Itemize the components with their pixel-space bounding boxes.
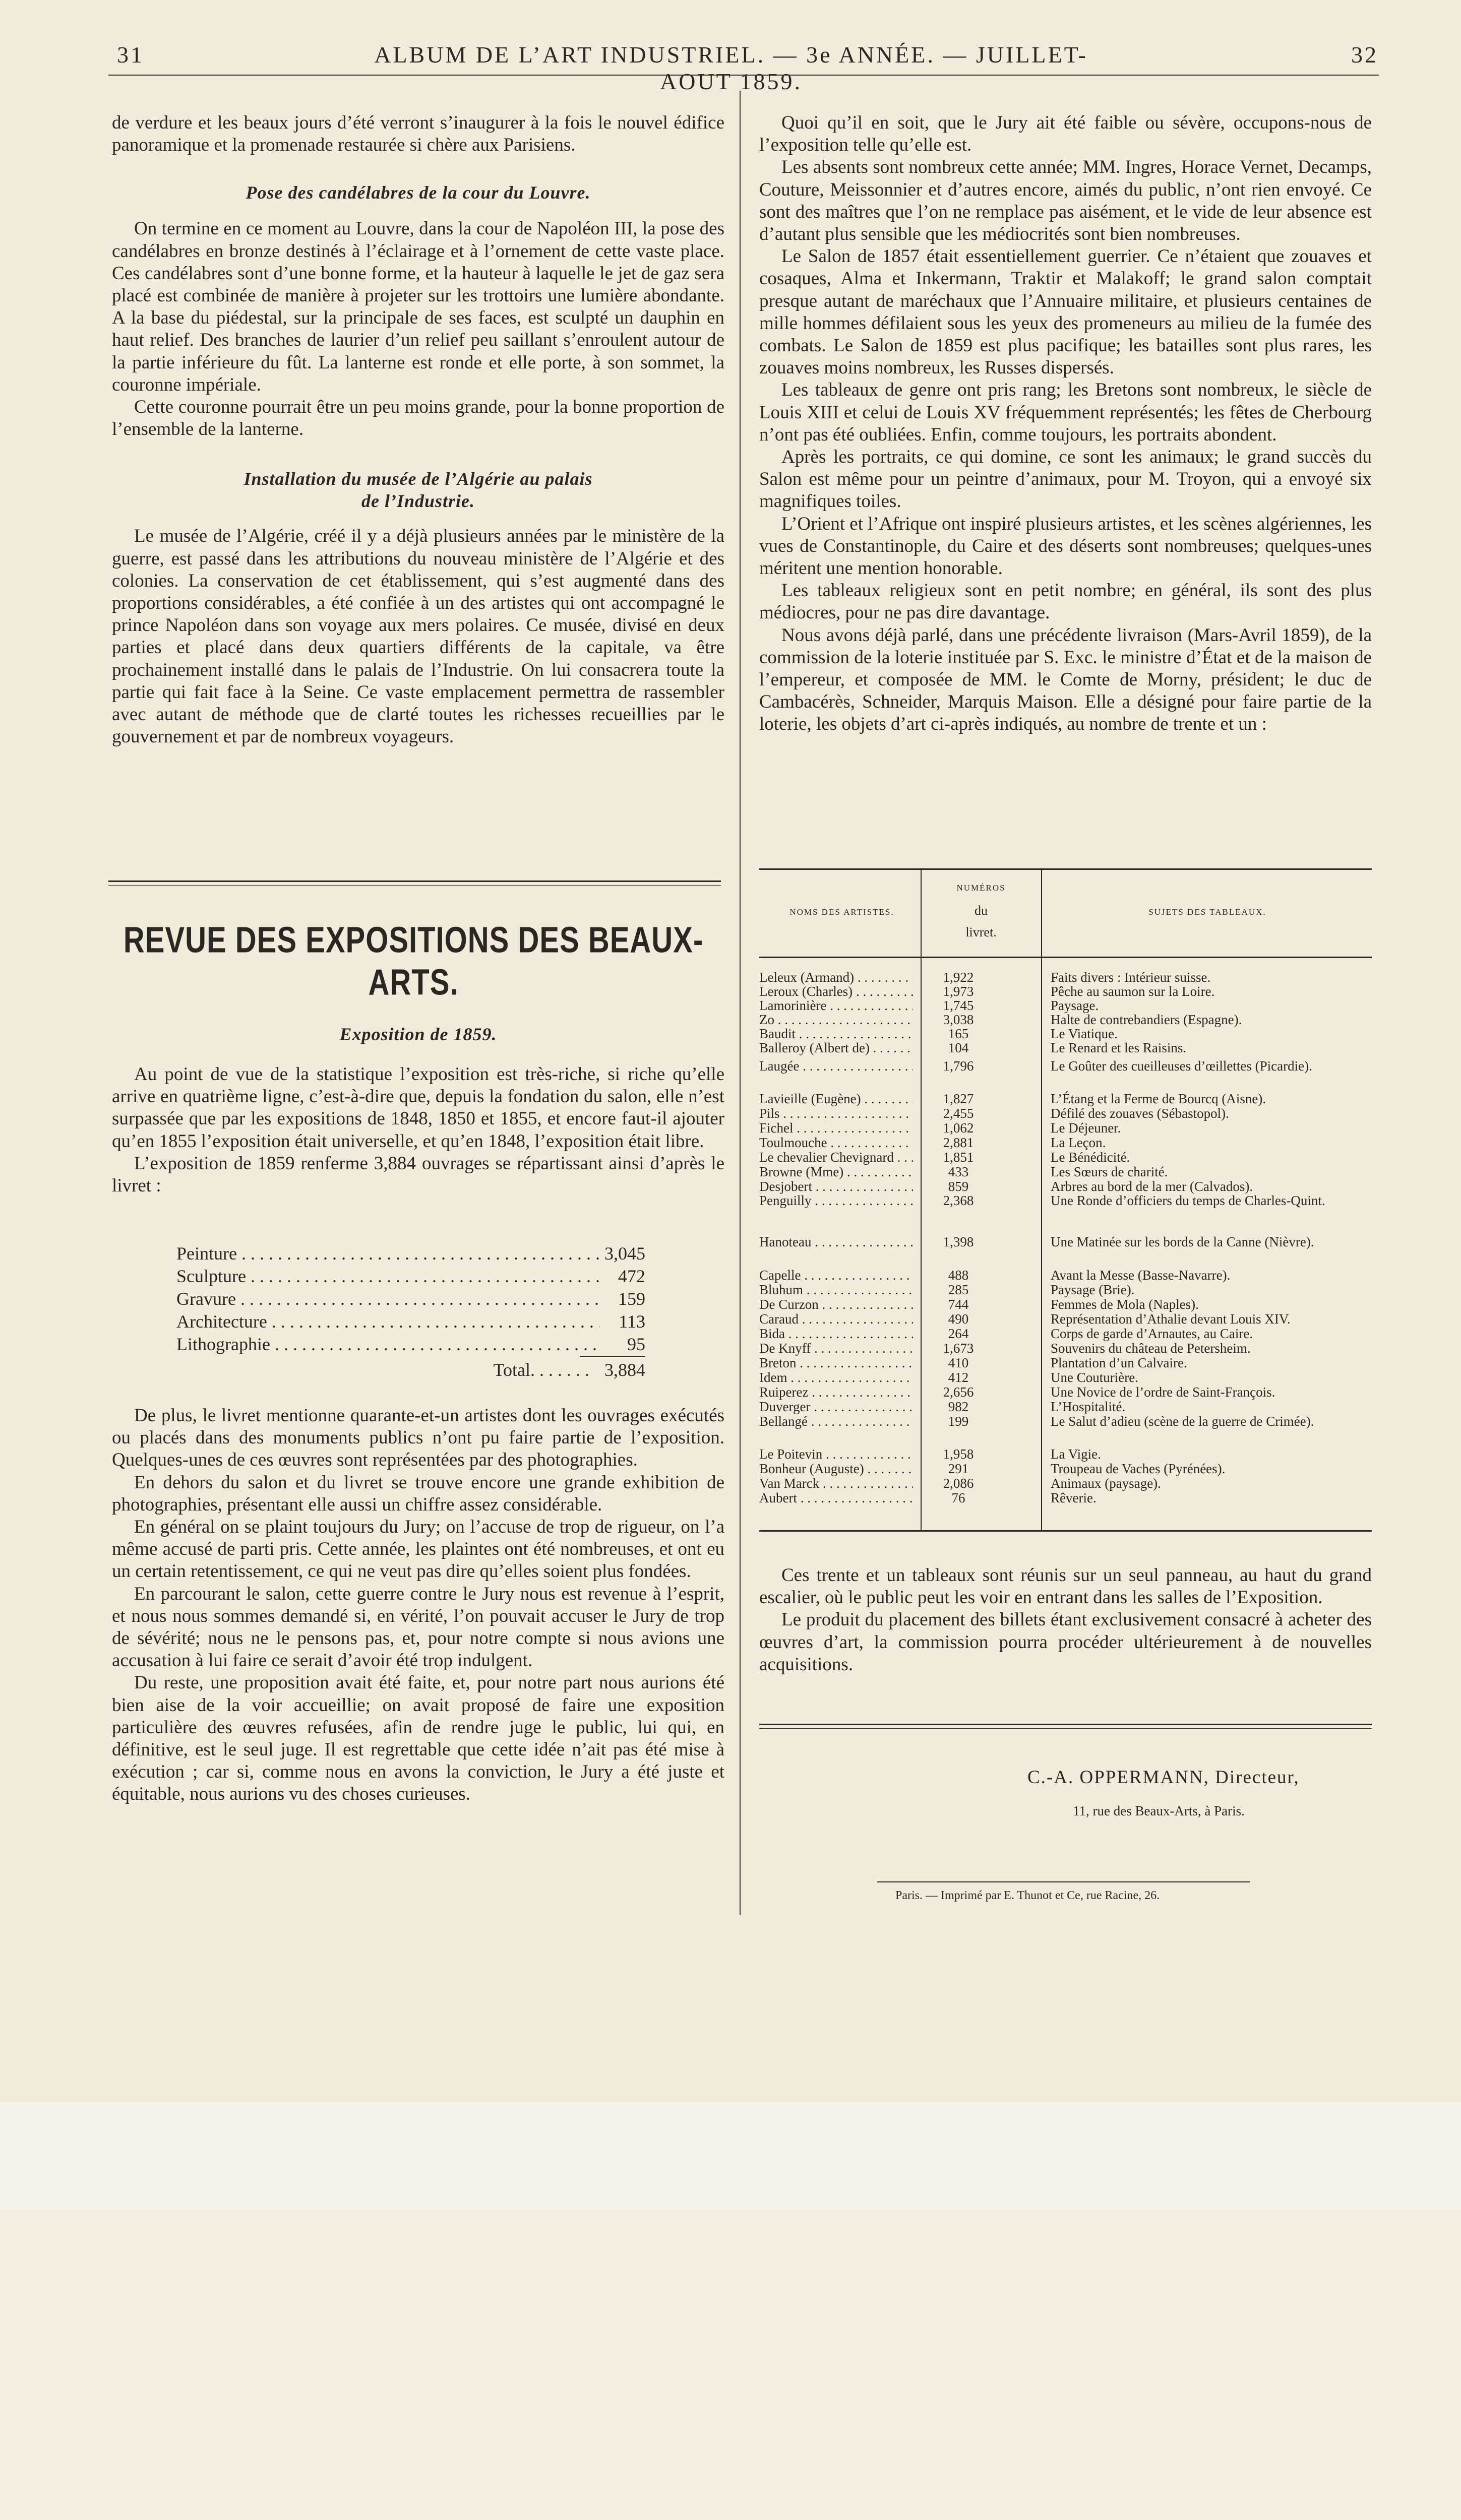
paragraph: On termine en ce moment au Louvre, dans la cour de Napoléon III, la pose des candélabres en bronze destinés à l’éclairage et à l’ornement de cette vaste place. Ces candélabres sont d’une bonne forme, et la hauteur à laquelle le jet de gaz sera placé est combinée de manière à projeter sur les trottoirs une lumière abondante. A la base du piédestal, sur la principale de ses faces, est sculpté un dauphin en haut relief. Des branches de laurier d’un relief peu saillant s’enroulent autour de la partie inférieure du fût. La lanterne est ronde et elle porte, à son sommet, la couronne impériale. (112, 218, 724, 395)
painting-subject: Le Bénédicité. (1051, 1150, 1130, 1165)
paragraph: Cette couronne pourrait être un peu moins grande, pour la bonne proportion de l’ensemble de la lanterne. (112, 397, 724, 440)
catalogue-number: 2,656 (943, 1384, 974, 1400)
painting-subject: Une Matinée sur les bords de la Canne (Nièvre). (1051, 1234, 1314, 1249)
address: 11, rue des Beaux-Arts, à Paris. (1073, 1803, 1245, 1818)
catalogue-number: 2,881 (943, 1135, 974, 1150)
section-title-algerie: Installation du musée de l’Algérie au palais (244, 469, 593, 489)
artist-name: Caraud . . . (759, 1312, 913, 1327)
stat-row: Gravure . . . 159 (176, 1288, 645, 1310)
paragraph: Après les portraits, ce qui domine, ce sont les animaux; le grand succès du Salon est même pour un peintre d’animaux, pour M. Troyon, qui a envoyé six magnifiques toiles. (759, 447, 1372, 512)
catalogue-number: 1,398 (943, 1234, 974, 1249)
paragraph: L’exposition de 1859 renferme 3,884 ouvrages se répartissant ainsi d’après le livret : (112, 1153, 724, 1196)
imprint-rule (877, 1881, 1250, 1882)
left-column-expo-intro (112, 1023, 724, 1197)
painting-subject: L’Étang et la Ferme de Bourcq (Aisne). (1051, 1091, 1266, 1106)
painting-subject: Rêverie. (1051, 1490, 1097, 1505)
artist-name: Idem . . . (759, 1370, 913, 1385)
table-bottom-rule (759, 1530, 1372, 1532)
catalogue-number: 291 (948, 1461, 969, 1476)
table-header-numeros: NUMÉROS (956, 883, 1006, 893)
painting-subject: Le Déjeuner. (1051, 1120, 1121, 1136)
stat-row: Architecture . . . 113 (176, 1310, 645, 1333)
painting-subject: Souvenirs du château de Petersheim. (1051, 1341, 1251, 1356)
artist-name: Bida . . . (759, 1327, 913, 1341)
catalogue-number: 1,973 (943, 984, 974, 999)
exposition-title: Exposition de 1859. (339, 1024, 497, 1044)
catalogue-number: 3,038 (943, 1012, 974, 1027)
artist-name: Hanoteau . . . (759, 1235, 913, 1249)
artist-name: Leroux (Charles) . . . (759, 984, 913, 999)
painting-subject: Paysage. (1051, 998, 1099, 1013)
right-column-upper (759, 112, 1372, 736)
catalogue-number: 285 (948, 1282, 969, 1297)
table-header-du: du (975, 903, 988, 918)
catalogue-number: 1,922 (943, 970, 974, 985)
painting-subject: Avant la Messe (Basse-Navarre). (1051, 1268, 1231, 1283)
table-header-rule (759, 957, 1372, 958)
section-title-candelabres: Pose des candélabres de la cour du Louvre. (246, 182, 591, 203)
painting-subject: Les Sœurs de charité. (1051, 1164, 1168, 1179)
catalogue-number: 982 (948, 1399, 969, 1414)
revue-title: REVUE DES EXPOSITIONS DES BEAUX-ARTS. (123, 919, 704, 1003)
artist-name: Penguilly . . . (759, 1193, 913, 1208)
painting-subject: La Vigie. (1051, 1446, 1101, 1462)
signature: C.-A. OPPERMANN, Directeur, (1027, 1767, 1300, 1788)
left-column-lower (112, 1405, 724, 1806)
running-title: ALBUM DE L’ART INDUSTRIEL. — 3e ANNÉE. — JUILLET-AOUT 1859. (374, 42, 1088, 94)
catalogue-number: 410 (948, 1355, 969, 1370)
painting-subject: Une Ronde d’officiers du temps de Charles-Quint. (1051, 1193, 1325, 1208)
paragraph: Le produit du placement des billets étant exclusivement consacré à acheter des œuvres d’art, la commission pourra procéder ultérieurement à de nouvelles acquisitions. (759, 1609, 1372, 1675)
artist-name: Fichel . . . (759, 1121, 913, 1136)
paragraph: Le Salon de 1857 était essentiellement guerrier. Ce n’étaient que zouaves et cosaques, Alma et Inkermann, Traktir et Malakoff; le grand salon comptait presque autant de maréchaux que l’Annuaire militaire, et plusieurs centaines de mille hommes défilaient sous les yeux des promeneurs au milieu de la fumée des combats. Le Salon de 1859 est plus pacifique; les batailles sont plus rares, les zouaves moins nombreux, les Russes dispersés. (759, 246, 1372, 379)
artist-name: Aubert . . . (759, 1491, 913, 1505)
catalogue-number: 1,745 (943, 998, 974, 1013)
footer (0, 2102, 1461, 2210)
artist-name: Desjobert . . . (759, 1179, 913, 1194)
signature-rule (759, 1724, 1372, 1725)
header-rule (108, 75, 1379, 76)
artist-name: Breton . . . (759, 1356, 913, 1370)
artist-name: Browne (Mme) . . . (759, 1165, 913, 1179)
artist-name: Ruiperez . . . (759, 1385, 913, 1400)
painting-subject: Représentation d’Athalie devant Louis XIV. (1051, 1311, 1291, 1327)
column-divider (740, 91, 741, 1915)
painting-subject: Le Goûter des cueilleuses d’œillettes (Picardie). (1051, 1058, 1312, 1074)
catalogue-number: 490 (948, 1311, 969, 1327)
stat-row: Sculpture . . . 472 (176, 1265, 645, 1288)
right-column-lower (759, 1564, 1372, 1676)
paragraph: Au point de vue de la statistique l’exposition est très-riche, si riche qu’elle arrive en quatrième ligne, c’est-à-dire que, depuis la fondation du salon, elle n’est surpassée que par les expositions de 1848, 1850 et 1855, et encore faut-il ajouter qu’en 1855 l’exposition était universelle, et qu’en 1848, l’exposition était libre. (112, 1064, 724, 1152)
catalogue-number: 1,827 (943, 1091, 974, 1106)
artist-name: Le Poitevin . . . (759, 1447, 913, 1462)
statistics-list (176, 1242, 645, 1381)
table-column-line (1041, 868, 1042, 1530)
painting-subject: Halte de contrebandiers (Espagne). (1051, 1012, 1242, 1027)
catalogue-number: 199 (948, 1414, 969, 1429)
painting-subject: L’Hospitalité. (1051, 1399, 1126, 1414)
catalogue-number: 1,796 (943, 1058, 974, 1074)
painting-subject: Le Renard et les Raisins. (1051, 1040, 1187, 1055)
table-top-rule (759, 868, 1372, 870)
artist-name: Bonheur (Auguste) . . . (759, 1462, 913, 1476)
paragraph: Les tableaux de genre ont pris rang; les Bretons sont nombreux, le siècle de Louis XIII et celui de Louis XV fréquemment représentés; les fêtes de Cherbourg n’ont pas été oubliées. Enfin, comme toujours, les portraits abondent. (759, 380, 1372, 445)
paragraph: Quoi qu’il en soit, que le Jury ait été faible ou sévère, occupons-nous de l’exposition telle qu’elle est. (759, 112, 1372, 156)
imprint: Paris. — Imprimé par E. Thunot et Ce, rue Racine, 26. (895, 1889, 1160, 1902)
paragraph: L’Orient et l’Afrique ont inspiré plusieurs artistes, et les scènes algériennes, les vues de Constantinople, du Caire et des déserts sont nombreuses; quelques-unes méritent une mention honorable. (759, 513, 1372, 579)
artist-name: Duverger . . . (759, 1400, 913, 1414)
table-header-artists: NOMS DES ARTISTES. (789, 907, 894, 917)
artist-name: Baudit . . . (759, 1027, 913, 1041)
intro-paragraph: de verdure et les beaux jours d’été verront s’inaugurer à la fois le nouvel édifice panoramique et la promenade restaurée si chère aux Parisiens. (112, 112, 724, 156)
artist-name: Toulmouche . . . (759, 1136, 913, 1150)
catalogue-number: 76 (951, 1490, 965, 1505)
catalogue-number: 744 (948, 1297, 969, 1312)
painting-subject: Plantation d’un Calvaire. (1051, 1355, 1187, 1370)
painting-subject: Le Viatique. (1051, 1026, 1118, 1041)
artist-name: Capelle . . . (759, 1268, 913, 1283)
artist-name: Bluhum . . . (759, 1283, 913, 1297)
catalogue-number: 1,851 (943, 1150, 974, 1165)
catalogue-number: 1,673 (943, 1341, 974, 1356)
stat-total-row: Total. . . . . . . 3,884 (493, 1360, 645, 1380)
artist-name: Van Marck . . . (759, 1476, 913, 1491)
stat-row: Lithographie . . . 95 (176, 1333, 645, 1356)
artist-name: Balleroy (Albert de) . . . (759, 1041, 913, 1055)
catalogue-number: 488 (948, 1268, 969, 1283)
paragraph: En dehors du salon et du livret se trouve encore une grande exhibition de photographies, présentant elle aussi un chiffre assez considérable. (112, 1472, 724, 1515)
catalogue-number: 2,086 (943, 1476, 974, 1491)
artist-name: Leleux (Armand) . . . (759, 970, 913, 985)
painting-subject: Faits divers : Intérieur suisse. (1051, 970, 1211, 985)
catalogue-number: 104 (948, 1040, 969, 1055)
table-column-line (921, 868, 922, 1530)
painting-subject: Paysage (Brie). (1051, 1282, 1135, 1297)
section-rule (108, 880, 721, 882)
artist-name: Bellangé . . . (759, 1414, 913, 1429)
paragraph: En parcourant le salon, cette guerre contre le Jury nous est revenue à l’esprit, et nous nous sommes demandé si, en vérité, l’on pouvait accuser le Jury de trop de sévérité; nous ne le pensons pas, et, pour notre compte si nous avions une accusation à lui faire ce serait d’avoir été trop indulgent. (112, 1583, 724, 1671)
paragraph: De plus, le livret mentionne quarante-et-un artistes dont les ouvrages exécutés ou placés dans des monuments publics n’ont pu faire partie de l’exposition. Quelques-unes de ces œuvres sont représentées par des photographies. (112, 1405, 724, 1471)
catalogue-number: 2,368 (943, 1193, 974, 1208)
catalogue-number: 2,455 (943, 1106, 974, 1121)
artist-name: Zo . . . (759, 1013, 913, 1027)
painting-subject: Corps de garde d’Arnautes, au Caire. (1051, 1326, 1253, 1341)
stat-row: Peinture . . . 3,045 (176, 1242, 645, 1265)
artist-name: Laugée . . . (759, 1059, 913, 1074)
paragraph: Les tableaux religieux sont en petit nombre; en général, ils sont des plus médiocres, pour ne pas dire davantage. (759, 580, 1372, 623)
catalogue-number: 165 (948, 1026, 969, 1041)
painting-subject: Femmes de Mola (Naples). (1051, 1297, 1199, 1312)
artist-name: Lavieille (Eugène) . . . (759, 1092, 913, 1106)
painting-subject: Une Novice de l’ordre de Saint-François. (1051, 1384, 1275, 1400)
catalogue-number: 1,062 (943, 1120, 974, 1136)
artist-name: De Knyff . . . (759, 1341, 913, 1356)
painting-subject: Défilé des zouaves (Sébastopol). (1051, 1106, 1229, 1121)
paragraph: Nous avons déjà parlé, dans une précédente livraison (Mars-Avril 1859), de la commission de la loterie instituée par S. Exc. le ministre d’État et de la maison de l’empereur, et composée de MM. le Comte de Morny, président; le duc de Cambacérès, Schneider, Marquis Maison. Elle a désigné pour faire partie de la loterie, les objets d’art ci-après indiqués, au nombre de trente et un : (759, 624, 1372, 735)
painting-subject: La Leçon. (1051, 1135, 1106, 1150)
paragraph: Du reste, une proposition avait été faite, et, pour notre part nous aurions été bien aise de la voir accueillie; on avait proposé de faire une exposition particulière des œuvres refusées, afin de rendre juge le public, lui qui, en définitive, est le seul juge. Il est regrettable que cette idée n’ait pas été mise à exécution ; car si, comme nous en avons la conviction, le Jury a été juste et équitable, nous aurions vu des choses curieuses. (112, 1672, 724, 1805)
painting-subject: Pêche au saumon sur la Loire. (1051, 984, 1215, 999)
page-number-left: 31 (117, 42, 144, 68)
artist-name: Le chevalier Chevignard . . . (759, 1150, 913, 1165)
artist-name: De Curzon . . . (759, 1297, 913, 1312)
catalogue-number: 859 (948, 1179, 969, 1194)
catalogue-number: 264 (948, 1326, 969, 1341)
table-header-livret: livret. (965, 925, 997, 939)
catalogue-number: 1,958 (943, 1446, 974, 1462)
painting-subject: Le Salut d’adieu (scène de la guerre de Crimée). (1051, 1414, 1314, 1429)
paragraph: Ces trente et un tableaux sont réunis sur un seul panneau, au haut du grand escalier, où le public peut les voir en entrant dans les salles de l’Exposition. (759, 1565, 1372, 1608)
page-number-right: 32 (1351, 42, 1378, 68)
paragraph: Le musée de l’Algérie, créé il y a déjà plusieurs années par le ministère de la guerre, est passé dans les attributions du nouveau ministère de l’Algérie et des colonies. La conservation de cet établissement, qui s’est augmenté dans des proportions considérables, a été confiée à un des artistes qui ont accompagné le prince Napoléon dans son voyage aux mers polaires. Ce musée, divisé en deux parties et placé dans deux quartiers différents de la capitale, va être prochainement installé dans le palais de l’Industrie. On lui consacrera toute la partie qui fait face à la Seine. Ce vaste emplacement permettra de rassembler avec autant de méthode que de clarté toutes les richesses recueillies par le gouvernement et par de nombreux voyageurs. (112, 526, 724, 747)
catalogue-number: 433 (948, 1164, 969, 1179)
table-header-sujets: SUJETS DES TABLEAUX. (1148, 907, 1266, 917)
painting-subject: Une Couturière. (1051, 1370, 1138, 1385)
painting-subject: Animaux (paysage). (1051, 1476, 1161, 1491)
artist-name: Lamorinière . . . (759, 998, 913, 1013)
painting-subject: Troupeau de Vaches (Pyrénées). (1051, 1461, 1226, 1476)
section-title-algerie-line2: de l’Industrie. (361, 491, 475, 512)
paragraph: Les absents sont nombreux cette année; MM. Ingres, Horace Vernet, Decamps, Couture, Meissonnier et d’autres encore, aimés du public, n’ont rien envoyé. Ce sont des maîtres que l’on ne remplace pas aisément, et le vide de leur absence est d’autant plus sensible que les médiocrités sont bien nombreuses. (759, 157, 1372, 245)
paragraph: En général on se plaint toujours du Jury; on l’accuse de trop de rigueur, on l’a même accusé de parti pris. Cette année, les plaintes ont été nombreuses, et ont eu un certain retentissement, ce qui ne veut pas dire qu’elles soient plus fondées. (112, 1517, 724, 1582)
artist-name: Pils . . . (759, 1106, 913, 1121)
total-rule (580, 1356, 645, 1357)
left-column-upper (112, 112, 724, 748)
painting-subject: Arbres au bord de la mer (Calvados). (1051, 1179, 1253, 1194)
catalogue-number: 412 (948, 1370, 969, 1385)
